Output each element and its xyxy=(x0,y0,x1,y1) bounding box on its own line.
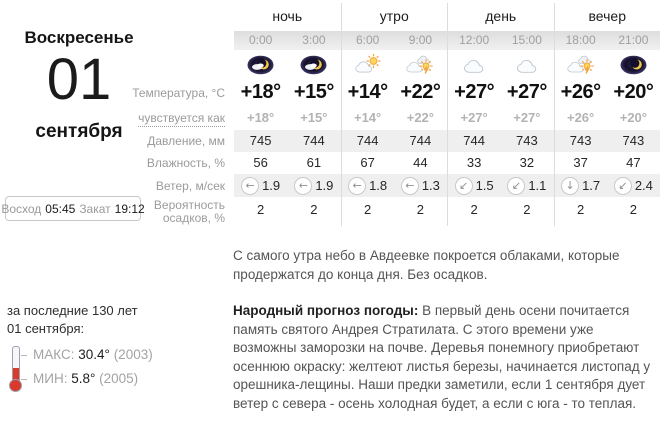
wind-direction-icon: ↙ xyxy=(455,177,473,195)
history-title-line1: за последние 130 лет xyxy=(7,303,138,318)
sun-cloud-icon xyxy=(341,50,394,79)
feels-like-value: +26° xyxy=(554,107,607,130)
record-max-year: (2003) xyxy=(113,347,153,362)
wind-value: 1.9 xyxy=(315,178,334,193)
wind-cell xyxy=(234,174,287,197)
day-number: 01 xyxy=(46,47,112,112)
folk-forecast xyxy=(233,302,657,413)
humidity-value: 37 xyxy=(554,152,607,174)
wind-value: 1.3 xyxy=(421,178,440,193)
temperature-value: +18° xyxy=(240,81,281,103)
folk-forecast-body: В первый день осени почитается память святого Андрея Стратилата. С этого времени уже возможны заморозки на почве. Деревья понемногу приобретают осеннюю окраску: желтеют листья березы, начинается листопад у орешника-лещины. Наши предки заметили, если 1 сентября дует ветер с севера - осень холодная будет, а если с юга - то теплая. xyxy=(233,303,651,411)
record-max-row xyxy=(33,343,207,367)
moon-cloud-icon xyxy=(287,50,340,79)
wind-value: 1.8 xyxy=(369,178,388,193)
temperature-value: +14° xyxy=(341,79,394,107)
wind-cell xyxy=(394,174,447,197)
pressure-value: 743 xyxy=(554,130,607,152)
thermometer-icon xyxy=(9,346,22,392)
temperature-value: +26° xyxy=(554,79,607,107)
table-corner xyxy=(142,3,234,31)
sunset-time: 19:12 xyxy=(114,201,145,216)
cloud-icon xyxy=(447,50,500,79)
row-label-precipitation: Вероятность осадков, % xyxy=(153,197,225,225)
time-cell: 6:00 xyxy=(341,31,394,50)
precipitation-value: 2 xyxy=(257,202,265,217)
record-min-label: МИН: xyxy=(33,371,68,386)
precipitation-value: 2 xyxy=(523,202,531,217)
history-title-line2: 01 сентября: xyxy=(7,321,85,336)
pressure-value: 744 xyxy=(394,130,447,152)
precipitation-value: 2 xyxy=(416,202,424,217)
wind-cell xyxy=(554,174,607,197)
wind-direction-icon: ← xyxy=(401,177,419,195)
wind-cell xyxy=(500,174,553,197)
clouds-sun-icon xyxy=(394,50,447,79)
forecast-table xyxy=(132,3,660,226)
row-label-feels-like xyxy=(138,107,234,130)
group-header-4: вечер xyxy=(554,3,660,31)
temperature-value: +22° xyxy=(400,81,441,103)
time-cell: 21:00 xyxy=(607,31,660,50)
pressure-value: 744 xyxy=(447,130,500,152)
feels-like-value: +20° xyxy=(619,110,647,125)
temperature-value: +27° xyxy=(506,81,547,103)
wind-value: 1.5 xyxy=(475,178,494,193)
wind-value: 1.9 xyxy=(262,178,281,193)
precipitation-value: 2 xyxy=(554,197,607,226)
group-header-3: день xyxy=(447,3,554,31)
record-max-label: МАКС: xyxy=(33,347,75,362)
feels-like-value: +18° xyxy=(246,110,275,125)
wind-direction-icon: ← xyxy=(241,177,259,195)
humidity-value: 44 xyxy=(413,155,428,170)
feels-like-value: +22° xyxy=(406,110,434,125)
time-cell: 0:00 xyxy=(234,31,287,50)
wind-cell xyxy=(447,174,500,197)
wind-value: 2.4 xyxy=(634,178,653,193)
wind-direction-icon: ↓ xyxy=(561,177,579,195)
row-label-temperature: Температура, °C xyxy=(132,86,225,100)
feels-like-value: +27° xyxy=(513,110,541,125)
time-cell: 12:00 xyxy=(447,31,500,50)
wind-direction-icon: ← xyxy=(294,177,312,195)
precipitation-value: 2 xyxy=(310,202,318,217)
row-label-humidity: Влажность, % xyxy=(146,156,225,170)
humidity-value: 67 xyxy=(341,152,394,174)
group-header-2: утро xyxy=(341,3,448,31)
moon-cloud-icon xyxy=(234,50,287,79)
pressure-value: 744 xyxy=(287,130,340,152)
wind-direction-icon: ← xyxy=(348,177,366,195)
feels-like-value: +27° xyxy=(447,107,500,130)
humidity-value: 33 xyxy=(447,152,500,174)
pressure-value: 745 xyxy=(234,130,287,152)
humidity-value: 32 xyxy=(519,155,535,170)
humidity-value: 61 xyxy=(306,155,322,170)
temperature-value: +20° xyxy=(613,81,654,103)
wind-cell xyxy=(341,174,394,197)
humidity-value: 47 xyxy=(626,155,641,170)
time-cell: 18:00 xyxy=(554,31,607,50)
sun-times-box xyxy=(1,196,145,221)
feels-like-hint[interactable]: чувствуется как xyxy=(138,110,225,125)
pressure-value: 743 xyxy=(500,130,553,152)
wind-direction-icon: ↙ xyxy=(614,177,632,195)
time-cell: 9:00 xyxy=(394,31,447,50)
record-min-row xyxy=(33,367,207,391)
humidity-value: 56 xyxy=(253,155,268,170)
time-row-label xyxy=(142,31,234,50)
sunset-label: Закат xyxy=(79,201,111,216)
forecast-summary: С самого утра небо в Авдеевке покроется облаками, которые продержатся до конца дня. Без осадков. xyxy=(233,248,620,282)
cloud-icon xyxy=(500,50,553,79)
wind-value: 1.1 xyxy=(528,178,547,193)
precipitation-value: 2 xyxy=(341,197,394,226)
clouds-sun-icon xyxy=(554,50,607,79)
group-header-1: ночь xyxy=(272,8,303,24)
record-min-year: (2005) xyxy=(99,371,139,386)
row-label-wind: Ветер, м/сек xyxy=(155,178,225,193)
wind-value: 1.7 xyxy=(582,178,601,193)
time-cell: 15:00 xyxy=(500,31,553,50)
moon-icon xyxy=(607,50,660,79)
row-label-pressure: Давление, мм xyxy=(147,134,225,148)
pressure-value: 744 xyxy=(341,130,394,152)
pressure-value: 743 xyxy=(607,130,660,152)
sunrise-time: 05:45 xyxy=(45,201,76,216)
feels-like-value: +14° xyxy=(341,107,394,130)
precipitation-value: 2 xyxy=(447,197,500,226)
sunrise-label: Восход xyxy=(1,201,42,216)
forecast-texts xyxy=(233,243,657,431)
wind-cell xyxy=(287,174,340,197)
icon-row-label xyxy=(142,50,234,79)
precipitation-value: 2 xyxy=(629,202,637,217)
record-max-value: 30.4° xyxy=(78,347,110,362)
month-name: сентября xyxy=(35,121,123,142)
feels-like-value: +15° xyxy=(300,110,328,125)
time-cell: 3:00 xyxy=(287,31,340,50)
history-records xyxy=(7,302,207,395)
folk-forecast-title: Народный прогноз погоды: xyxy=(233,303,419,318)
record-min-value: 5.8° xyxy=(71,371,96,386)
wind-cell xyxy=(607,174,660,197)
wind-direction-icon: ↙ xyxy=(507,177,525,195)
day-name: Воскресенье xyxy=(24,28,134,47)
temperature-value: +15° xyxy=(293,81,334,103)
temperature-value: +27° xyxy=(447,79,500,107)
